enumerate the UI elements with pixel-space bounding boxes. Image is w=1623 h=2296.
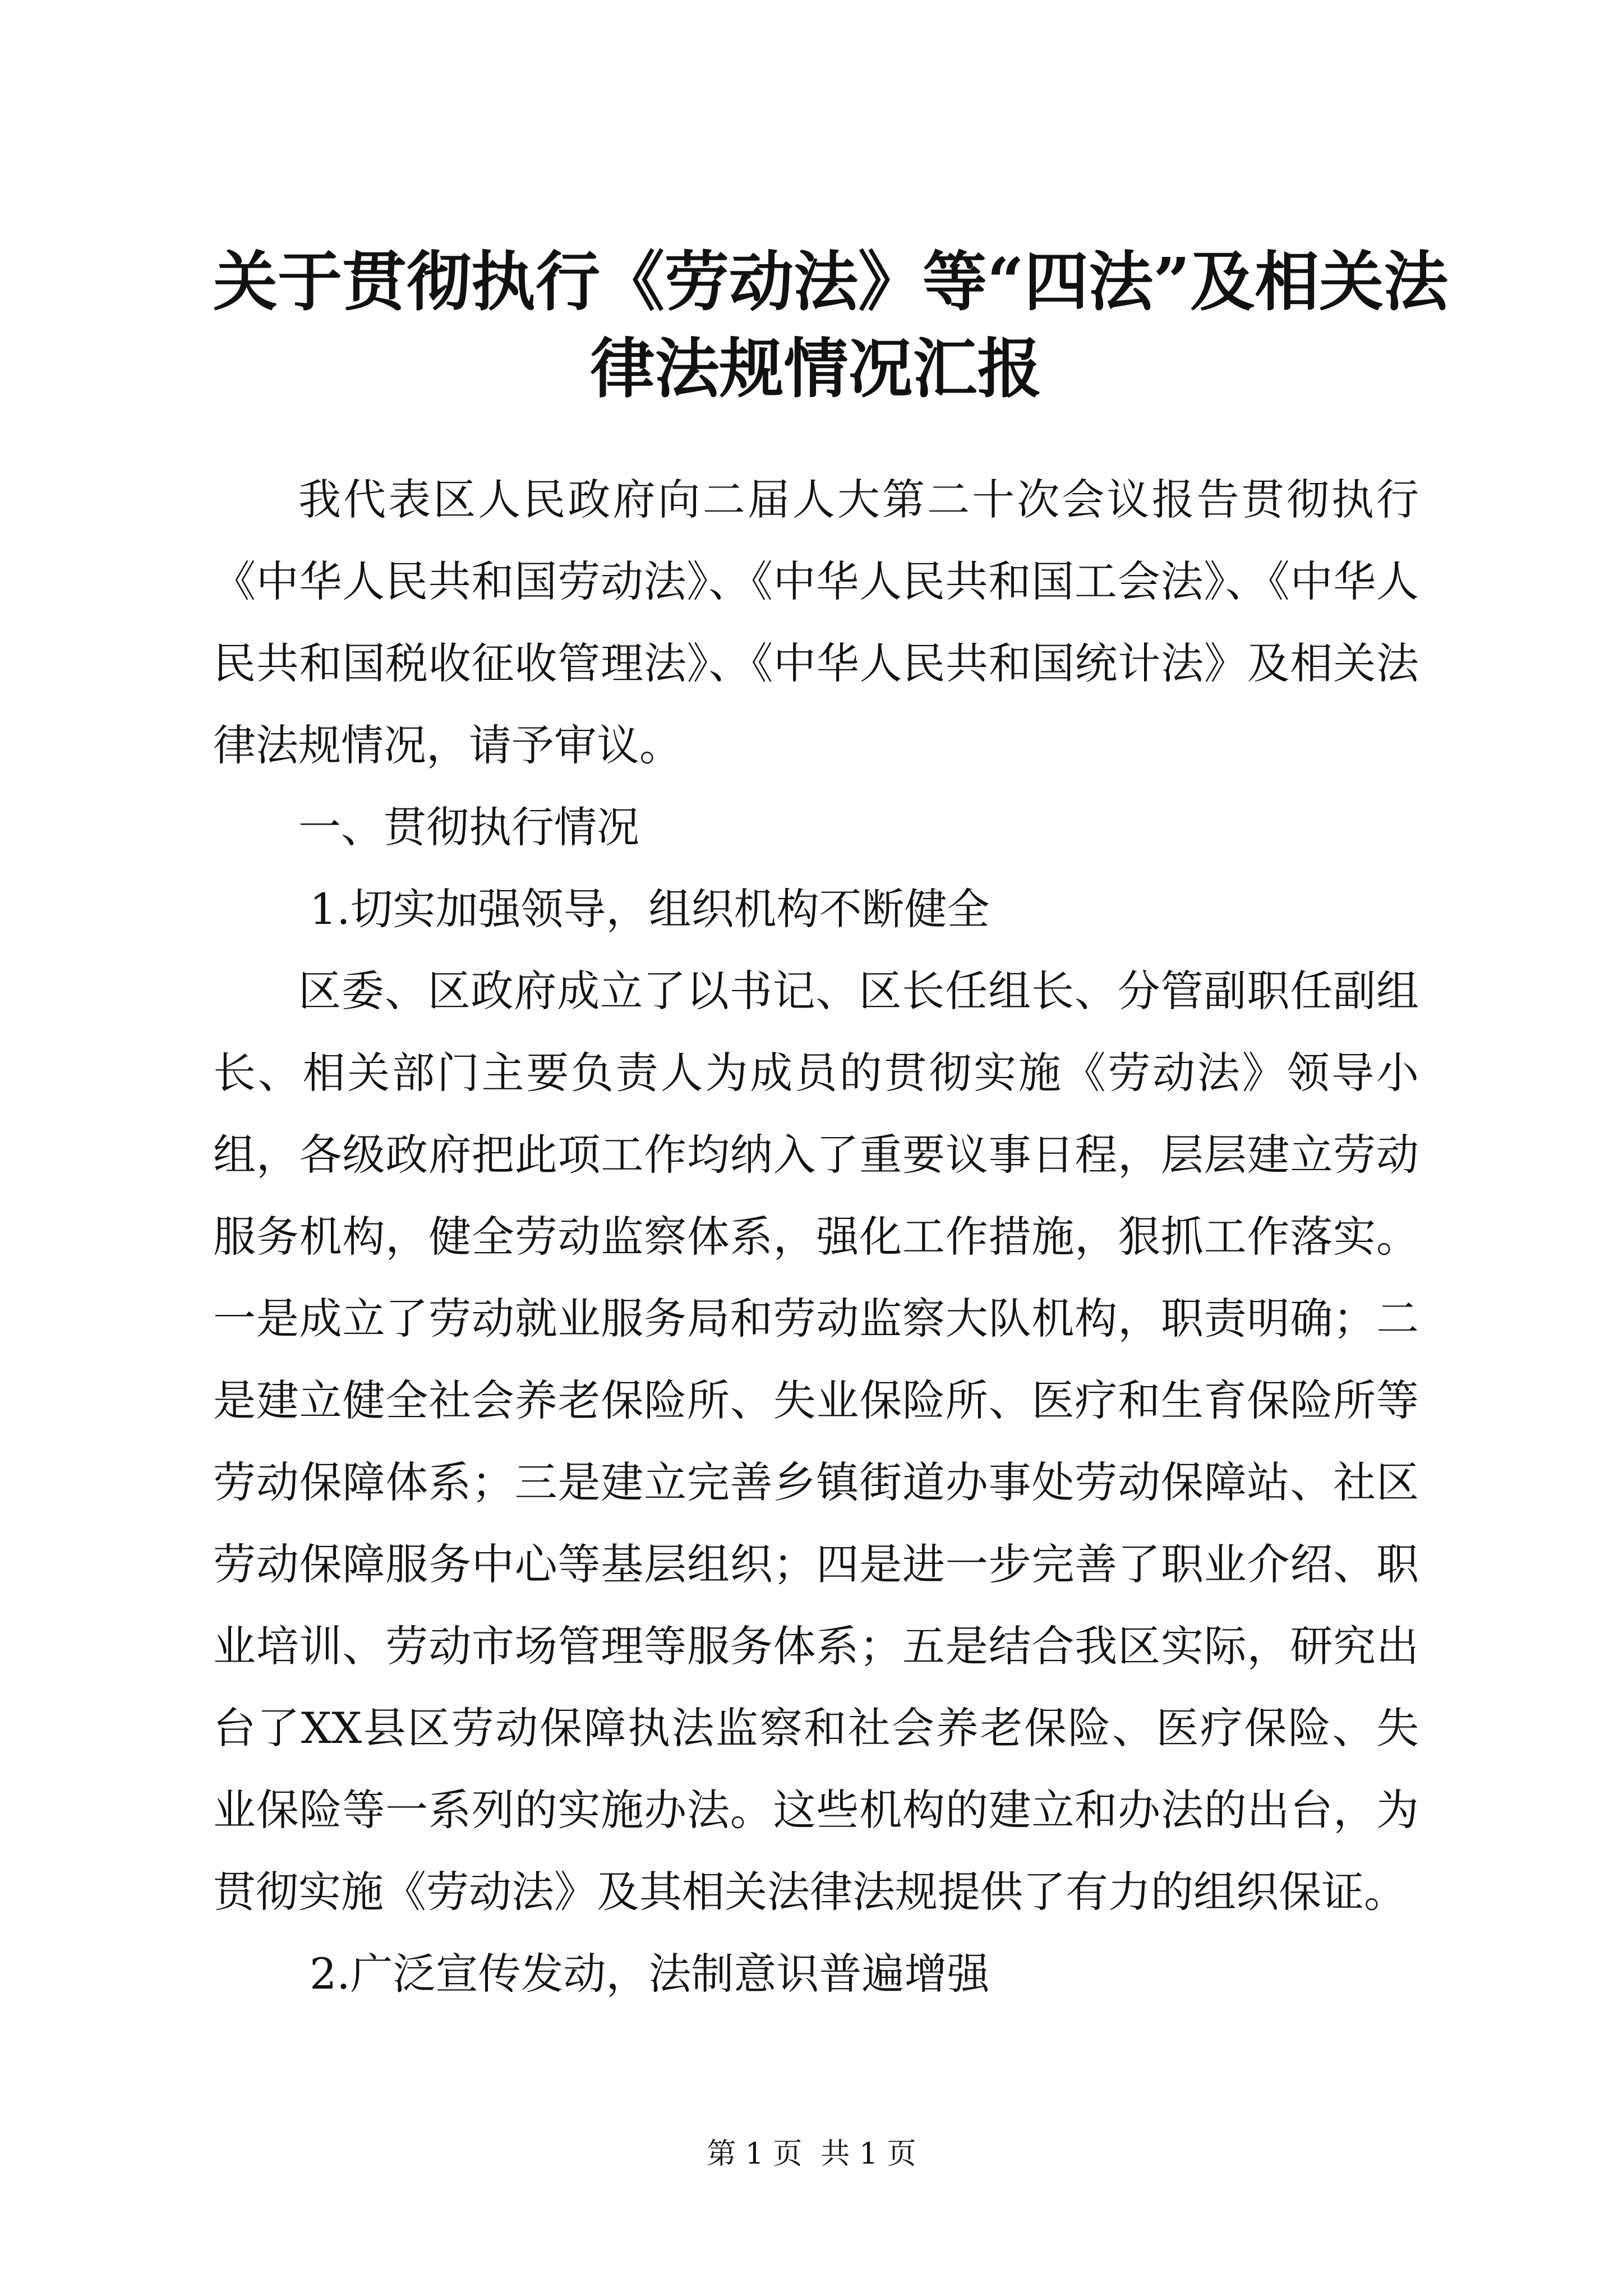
intro-paragraph: 我代表区人民政府向二届人大第二十次会议报告贯彻执行《中华人民共和国劳动法》、《中华人民共和国工会法》、《中华人民共和国税收征收管理法》、《中华人民共和国统计法》及相关法律法规情况，请予审议。 [213, 475, 1419, 770]
document-title [213, 238, 1449, 412]
subheading-1: 1.切实加强领导，组织机构不断健全 [310, 884, 990, 934]
title-line-1: 关于贯彻执行《劳动法》等“四法”及相关法 [213, 244, 1449, 320]
section-heading: 一、贯彻执行情况 [298, 802, 639, 852]
subheading-2: 2.广泛宣传发动，法制意识普遍增强 [310, 1949, 990, 1999]
body-paragraph-1: 区委、区政府成立了以书记、区长任组长、分管副职任副组长、相关部门主要负责人为成员的贯彻实施《劳动法》领导小组，各级政府把此项工作均纳入了重要议事日程，层层建立劳动服务机构，健全劳动监察体系，强化工作措施，狠抓工作落实。一是成立了劳动就业服务局和劳动监察大队机构，职责明确；二是建立健全社会养老保险所、失业保险所、医疗和生育保险所等劳动保障体系；三是建立完善乡镇街道办事处劳动保障站、社区劳动保障服务中心等基层组织；四是进一步完善了职业介绍、职业培训、劳动市场管理等服务体系；五是结合我区实际，研究出台了XX县区劳动保障执法监察和社会养老保险、医疗保险、失业保险等一系列的实施办法。这些机构的建立和办法的出台，为贯彻实施《劳动法》及其相关法律法规提供了有力的组织保证。 [213, 966, 1419, 1917]
document-body [213, 459, 1419, 2015]
page-footer: 第 1 页 共 1 页 [707, 2137, 916, 2171]
title-line-2: 律法规情况汇报 [590, 331, 1042, 407]
